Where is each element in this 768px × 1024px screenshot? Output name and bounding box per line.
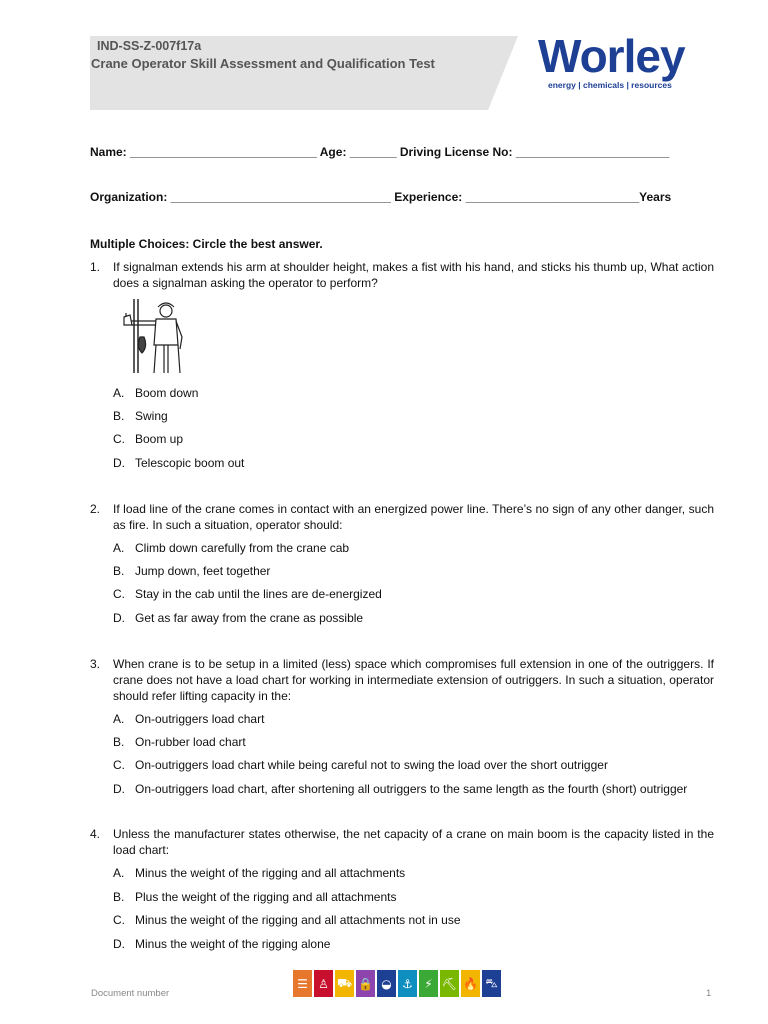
option-text: On-outriggers load chart, after shortening all outriggers to the same length as the fourth (short) outrigger: [135, 782, 688, 796]
option-a[interactable]: [113, 865, 405, 881]
option-letter: A.: [113, 386, 125, 400]
option-a[interactable]: [113, 711, 264, 727]
option-text: Stay in the cab until the lines are de-energized: [135, 587, 382, 601]
option-letter: D.: [113, 937, 125, 951]
confined-space-icon: ◒: [377, 970, 396, 997]
option-c[interactable]: [113, 586, 382, 602]
option-letter: C.: [113, 913, 125, 927]
option-b[interactable]: [113, 563, 270, 579]
option-d[interactable]: [113, 455, 244, 471]
option-text: Minus the weight of the rigging and all attachments: [135, 866, 406, 880]
option-a[interactable]: [113, 540, 349, 556]
option-letter: A.: [113, 712, 125, 726]
option-letter: B.: [113, 409, 125, 423]
option-letter: C.: [113, 432, 125, 446]
option-text: Plus the weight of the rigging and all attachments: [135, 890, 397, 904]
question-number: 2.: [90, 502, 101, 516]
document-id: IND-SS-Z-007f17a: [97, 39, 202, 53]
option-letter: D.: [113, 782, 125, 796]
option-c[interactable]: [113, 757, 608, 773]
option-b[interactable]: [113, 408, 168, 424]
option-text: Boom down: [135, 386, 199, 400]
option-text: On-outriggers load chart: [135, 712, 265, 726]
electrical-icon: ⚡: [419, 970, 438, 997]
question-number: 4.: [90, 827, 101, 841]
option-text: On-rubber load chart: [135, 735, 246, 749]
document-title: Crane Operator Skill Assessment and Qualification Test: [91, 56, 435, 71]
option-b[interactable]: [113, 889, 397, 905]
lock-icon: 🔒: [356, 970, 375, 997]
question-text: When crane is to be setup in a limited (less) space which compromises full extension in one of the outriggers. If crane does not have a load chart for working in intermediate extension of outriggers. In such a situation, operator should refer lifting capacity in the:: [113, 657, 714, 703]
logo-word-text: Worley: [538, 30, 685, 82]
option-letter: C.: [113, 587, 125, 601]
excavation-icon: ⛏: [440, 970, 459, 997]
option-letter: B.: [113, 564, 125, 578]
question-number: 1.: [90, 260, 101, 274]
question-text: If signalman extends his arm at shoulder height, makes a fist with his hand, and sticks his thumb up, What action does a signalman asking the operator to perform?: [113, 260, 714, 290]
option-text: Minus the weight of the rigging alone: [135, 937, 331, 951]
organization-experience-row: [90, 190, 714, 204]
worley-logo: [538, 30, 714, 92]
worker-icon: ♙: [314, 970, 333, 997]
option-text: Minus the weight of the rigging and all attachments not in use: [135, 913, 461, 927]
option-letter: B.: [113, 890, 125, 904]
option-letter: D.: [113, 456, 125, 470]
option-text: Telescopic boom out: [135, 456, 245, 470]
instructions: Multiple Choices: Circle the best answer.: [90, 237, 323, 251]
option-text: Get as far away from the crane as possible: [135, 611, 364, 625]
footer-document-number: Document number: [91, 988, 170, 999]
option-text: Climb down carefully from the crane cab: [135, 541, 350, 555]
option-a[interactable]: [113, 385, 198, 401]
option-text: On-outriggers load chart while being careful not to swing the load over the short outrigger: [135, 758, 608, 772]
option-letter: C.: [113, 758, 125, 772]
option-letter: A.: [113, 866, 125, 880]
option-d[interactable]: [113, 610, 363, 626]
safety-icon-strip: [293, 970, 501, 997]
page-number: 1: [706, 988, 712, 999]
lifting-icon: ⚓: [398, 970, 417, 997]
option-b[interactable]: [113, 734, 246, 750]
logo-tagline: energy | chemicals | resources: [548, 80, 672, 90]
ladder-icon: ☰: [293, 970, 312, 997]
question-number: 3.: [90, 657, 101, 671]
years-label: Years: [639, 190, 672, 204]
logo-wordmark: [538, 30, 685, 82]
vehicle-icon: ⛍: [482, 970, 501, 997]
option-text: Boom up: [135, 432, 184, 446]
option-d[interactable]: [113, 781, 687, 797]
option-text: Jump down, feet together: [135, 564, 271, 578]
organization-experience-label: Organization: _________________________________ Experience: __________________________: [90, 190, 640, 204]
signalman-illustration: [120, 297, 190, 375]
option-letter: D.: [113, 611, 125, 625]
fire-icon: 🔥: [461, 970, 480, 997]
option-letter: A.: [113, 541, 125, 555]
option-text: Swing: [135, 409, 168, 423]
option-d[interactable]: [113, 936, 330, 952]
name-age-license-row: Name: ____________________________ Age: _______ Driving License No: _______________________: [90, 145, 670, 159]
question-text: Unless the manufacturer states otherwise, the net capacity of a crane on main boom is the capacity listed in the load chart:: [113, 827, 714, 857]
option-letter: B.: [113, 735, 125, 749]
option-c[interactable]: [113, 912, 461, 928]
forklift-icon: ⛟: [335, 970, 354, 997]
question-text: If load line of the crane comes in contact with an energized power line. There’s no sign of any other danger, such as fire. In such a situation, operator should:: [113, 502, 714, 532]
option-c[interactable]: [113, 431, 183, 447]
